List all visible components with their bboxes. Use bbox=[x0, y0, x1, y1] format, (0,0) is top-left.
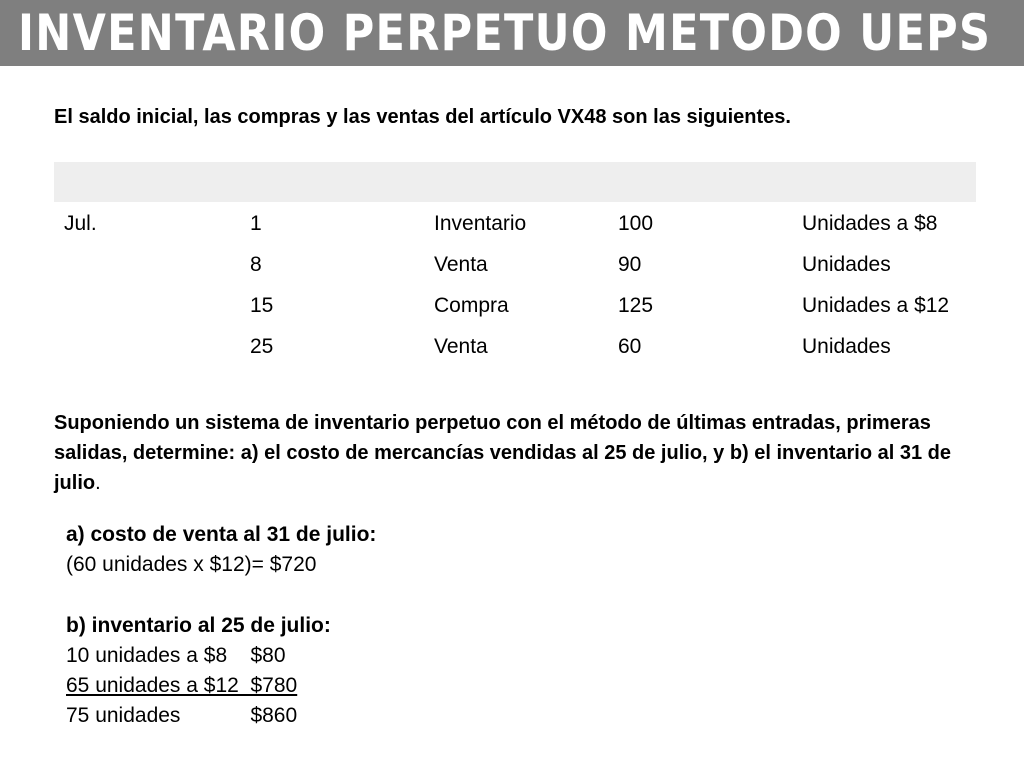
page-title: INVENTARIO PERPETUO METODO UEPS bbox=[18, 4, 992, 62]
table-row bbox=[64, 250, 984, 280]
row-quantity: 90 bbox=[618, 253, 642, 276]
title-bar bbox=[0, 0, 1024, 66]
spacer bbox=[66, 580, 666, 611]
row-day: 8 bbox=[250, 253, 262, 276]
question-body: Suponiendo un sistema de inventario perpetuo con el método de últimas entradas, primeras salidas, determine: a) el costo de mercancías vendidas al 25 de julio, y b) el inventario al 31 de julio bbox=[54, 412, 952, 494]
question-end: . bbox=[95, 472, 101, 494]
table-header-band bbox=[54, 162, 976, 202]
question-text bbox=[54, 408, 974, 498]
row-concept: Venta bbox=[434, 335, 488, 358]
row-concept: Inventario bbox=[434, 212, 527, 235]
row-month: Jul. bbox=[64, 212, 97, 235]
table-row bbox=[64, 291, 984, 321]
row-day: 1 bbox=[250, 212, 262, 235]
row-detail: Unidades a $8 bbox=[802, 212, 938, 235]
row-day: 25 bbox=[250, 335, 274, 358]
answer-b-title: b) inventario al 25 de julio: bbox=[66, 614, 331, 637]
answer-b-line-2: 65 unidades a $12 $780 bbox=[66, 674, 298, 697]
row-quantity: 125 bbox=[618, 294, 654, 317]
answer-b-line-1: 10 unidades a $8 $80 bbox=[66, 644, 286, 667]
table-row bbox=[64, 332, 984, 362]
row-detail: Unidades bbox=[802, 335, 891, 358]
row-quantity: 60 bbox=[618, 335, 642, 358]
intro-text: El saldo inicial, las compras y las ventas del artículo VX48 son las siguientes. bbox=[54, 106, 791, 128]
answers-block bbox=[66, 520, 666, 731]
row-quantity: 100 bbox=[618, 212, 654, 235]
answer-a-title: a) costo de venta al 31 de julio: bbox=[66, 523, 377, 546]
row-day: 15 bbox=[250, 294, 274, 317]
row-detail: Unidades bbox=[802, 253, 891, 276]
answer-a-line: (60 unidades x $12)= $720 bbox=[66, 553, 317, 576]
answer-b-total: 75 unidades $860 bbox=[66, 704, 298, 727]
table-row bbox=[64, 209, 984, 239]
row-detail: Unidades a $12 bbox=[802, 294, 950, 317]
row-concept: Compra bbox=[434, 294, 509, 317]
row-concept: Venta bbox=[434, 253, 488, 276]
